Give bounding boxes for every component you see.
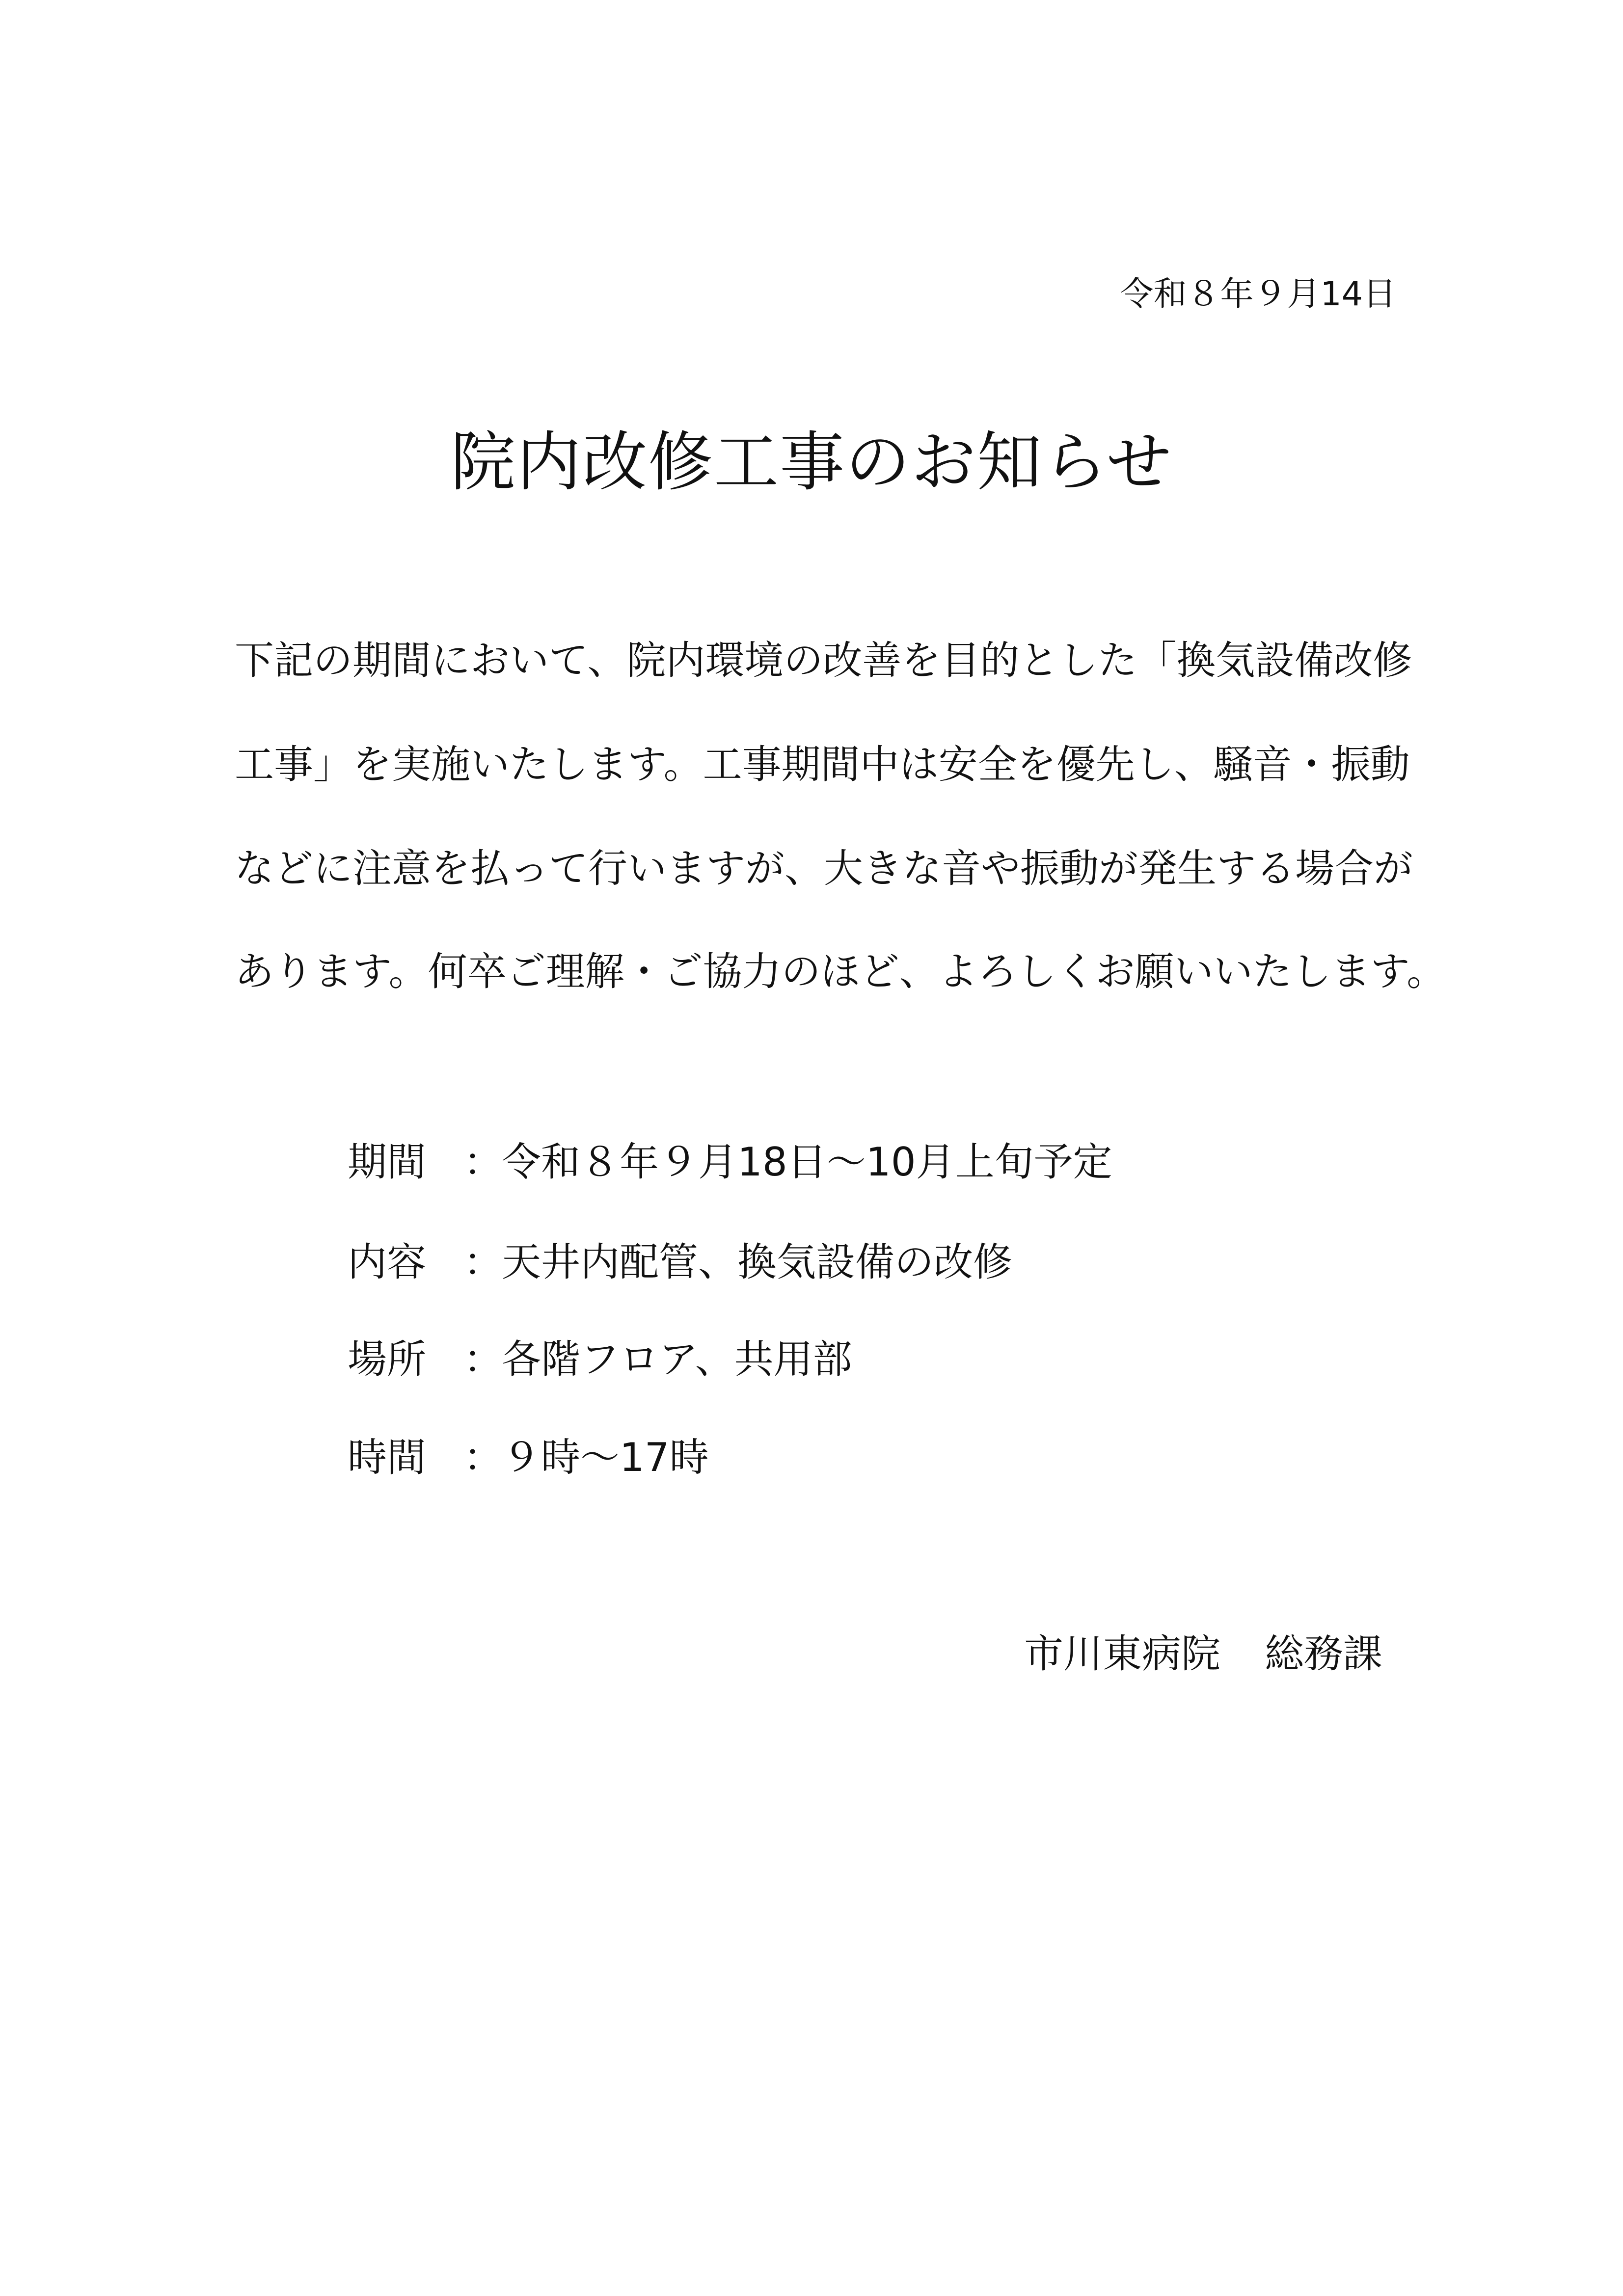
body-line: 下記の期間において、院内環境の改善を目的とした「換気設備改修 <box>235 638 1412 683</box>
detail-label: 場所 <box>348 1336 426 1382</box>
signature-organization: 市川東病院 <box>1024 1631 1220 1677</box>
detail-value: ９時〜17時 <box>502 1435 709 1480</box>
detail-label: 期間 <box>348 1139 426 1185</box>
signature <box>1024 1630 1382 1678</box>
detail-value: 令和８年９月18日〜10月上旬予定 <box>502 1139 1112 1185</box>
body-line: 工事」を実施いたします。工事期間中は安全を優先し、騒音・振動 <box>235 742 1410 787</box>
detail-value: 各階フロア、共用部 <box>502 1336 852 1382</box>
detail-value: 天井内配管、換気設備の改修 <box>502 1239 1012 1285</box>
notice-date: 令和８年９月14日 <box>1120 275 1396 314</box>
detail-separator: ： <box>463 1336 503 1382</box>
body-line: などに注意を払って行いますが、大きな音や振動が発生する場合が <box>235 846 1413 891</box>
detail-separator: ： <box>463 1239 503 1285</box>
detail-label: 内容 <box>348 1239 426 1285</box>
body-line: あります。何卒ご理解・ご協力のほど、よろしくお願いいたします。 <box>235 949 1446 994</box>
signature-department: 総務課 <box>1265 1631 1382 1677</box>
notice-title: 院内改修工事のお知らせ <box>450 425 1173 500</box>
detail-separator: ： <box>463 1139 503 1185</box>
detail-separator: ： <box>463 1435 503 1480</box>
detail-label: 時間 <box>348 1435 426 1480</box>
